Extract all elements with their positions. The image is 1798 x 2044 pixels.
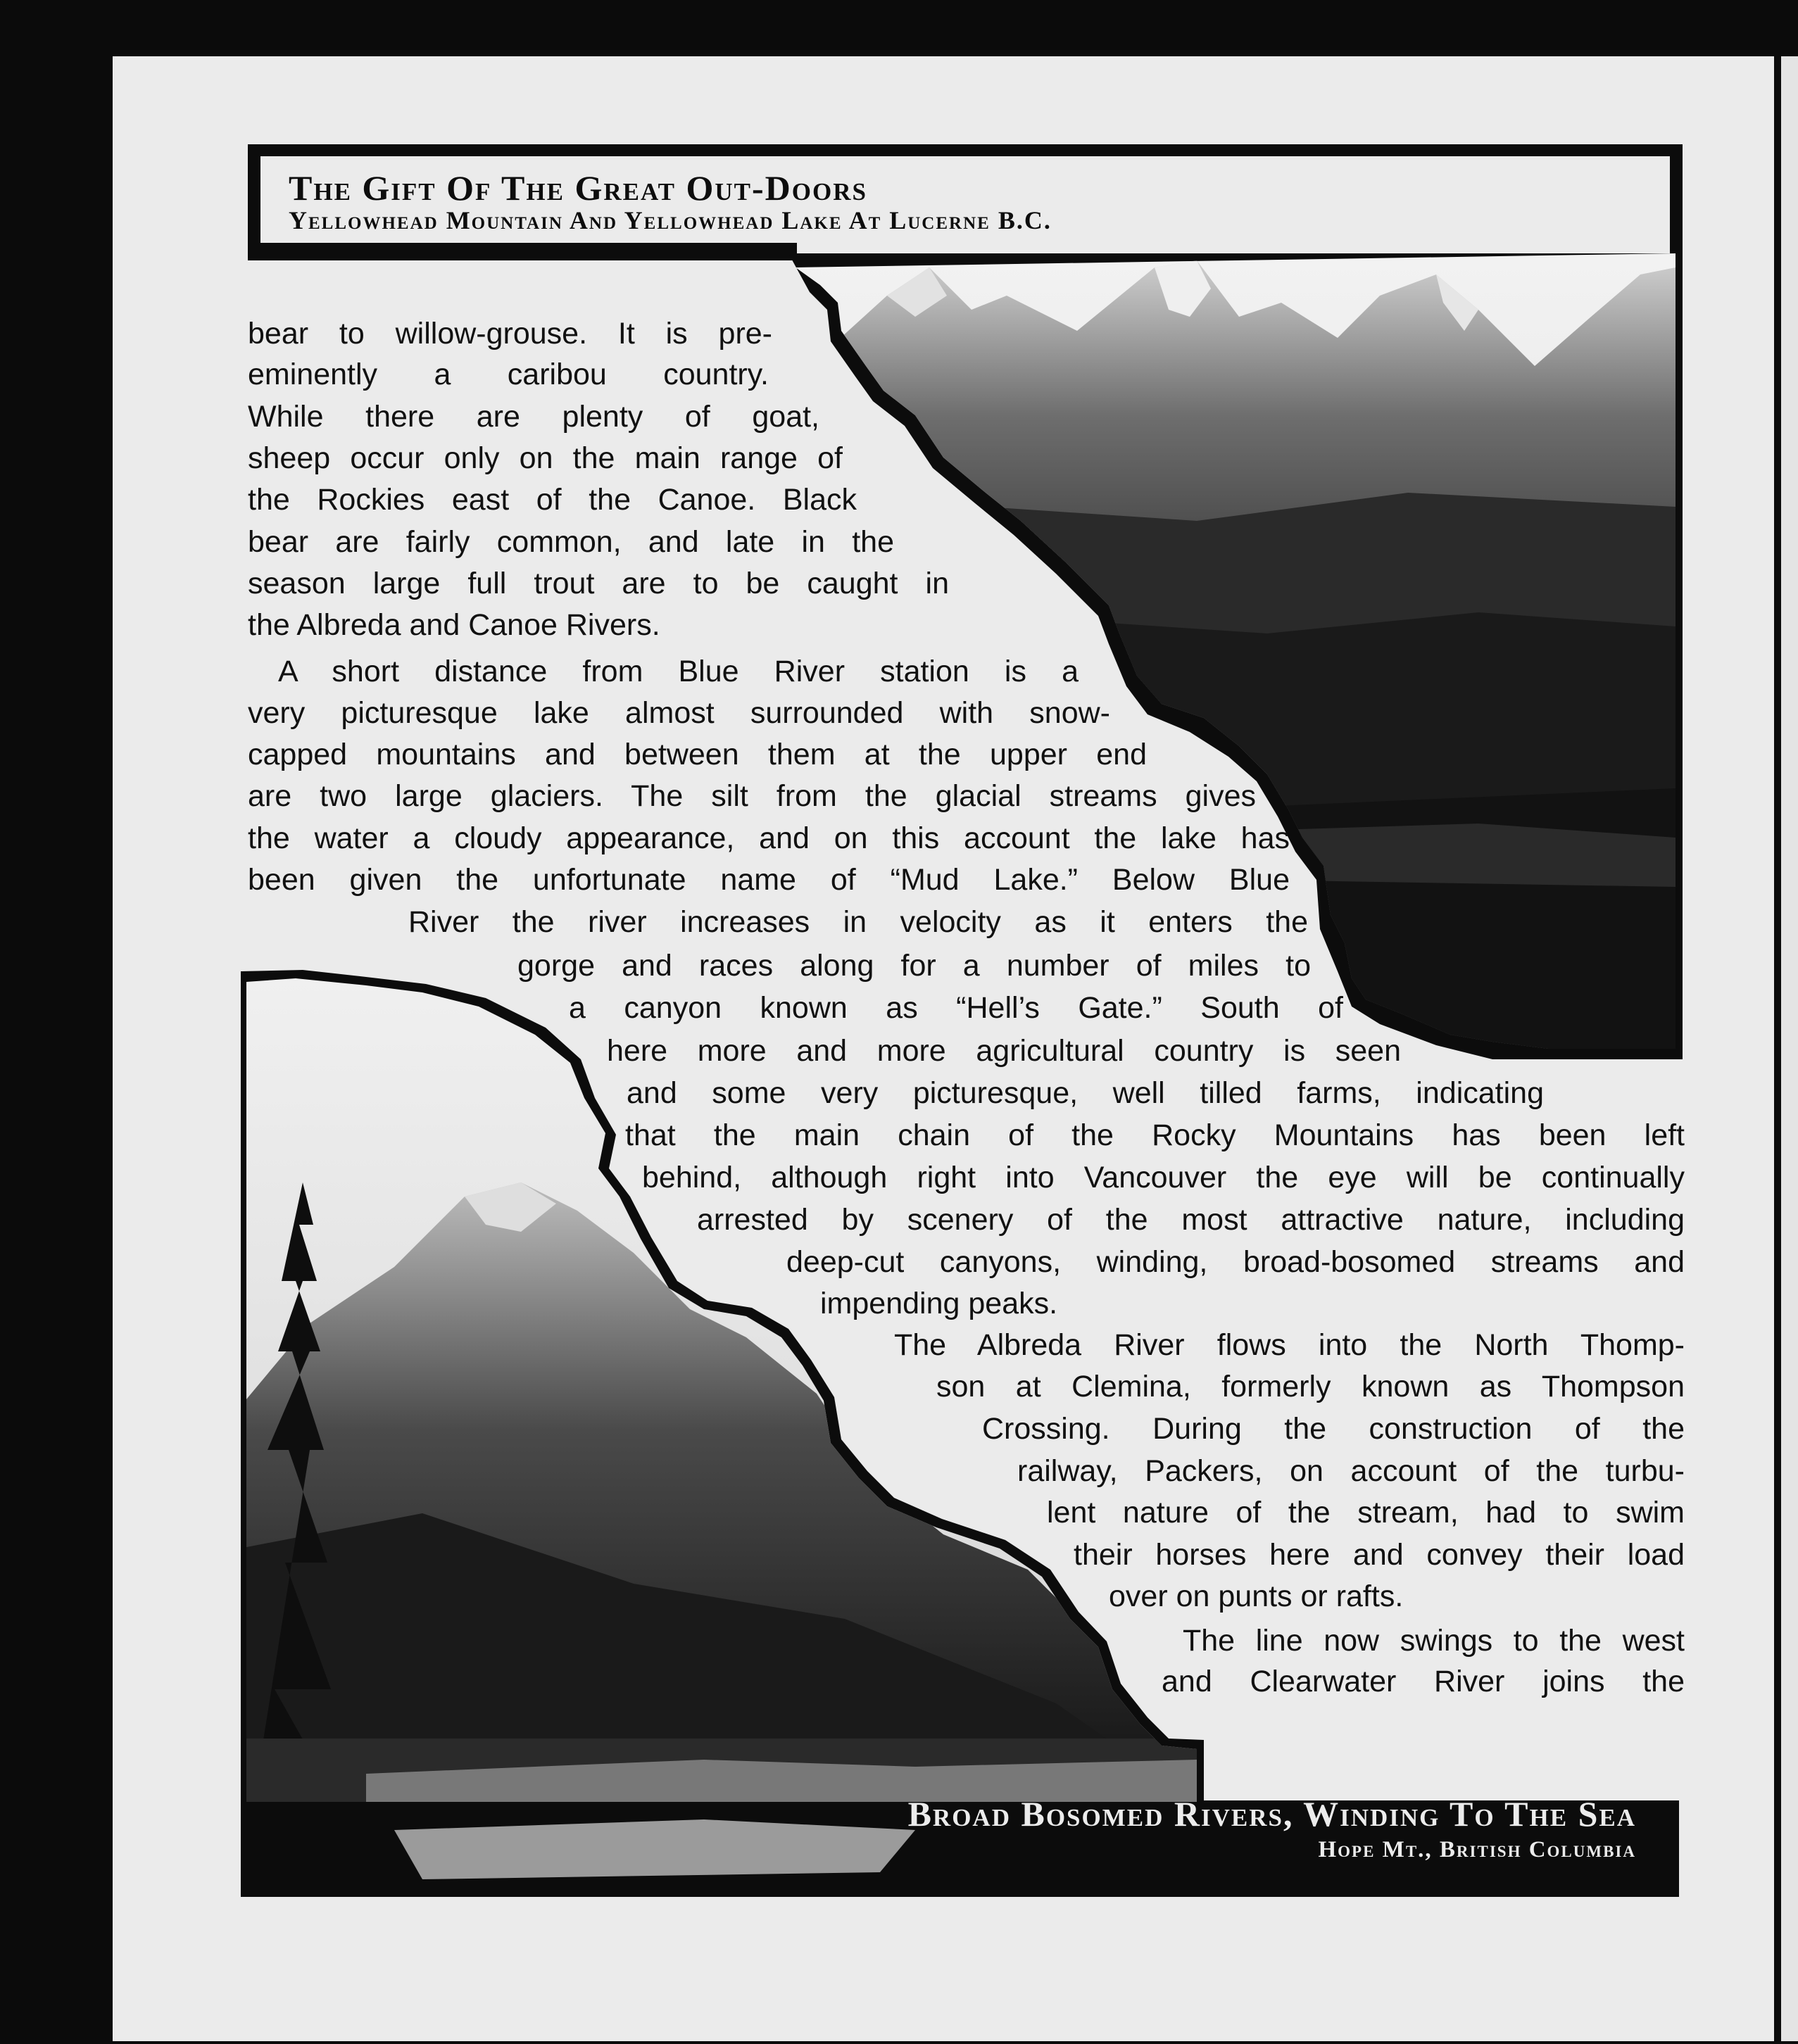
bottom-photo-subtitle: Hope Mt., British Columbia [1318, 1837, 1636, 1862]
text-line: a canyon known as “Hell’s Gate.” South of [569, 991, 1343, 1025]
text-line: railway, Packers, on account of the turbu- [1017, 1454, 1685, 1488]
text-line: The line now swings to the west [1183, 1624, 1685, 1658]
text-line: capped mountains and between them at the upper end [248, 738, 1147, 771]
text-line: here more and more agricultural country is seen [607, 1034, 1401, 1068]
text-line: While there are plenty of goat, [248, 400, 819, 434]
text-line: and some very picturesque, well tilled farms, indicating [627, 1076, 1544, 1110]
text-line: the Albreda and Canoe Rivers. [248, 608, 660, 642]
text-line: are two large glaciers. The silt from the glacial streams gives [248, 779, 1256, 813]
text-line: season large full trout are to be caught in [248, 567, 949, 600]
text-line: impending peaks. [820, 1287, 1058, 1320]
text-line: son at Clemina, formerly known as Thompson [936, 1370, 1685, 1403]
text-line: the Rockies east of the Canoe. Black [248, 483, 857, 517]
text-line: lent nature of the stream, had to swim [1047, 1496, 1685, 1529]
text-line: eminently a caribou country. [248, 358, 769, 391]
top-photo-title: The Gift Of The Great Out-Doors [289, 168, 867, 208]
text-line: Crossing. During the construction of the [982, 1412, 1685, 1446]
top-photo-subtitle: Yellowhead Mountain And Yellowhead Lake At Lucerne B.C. [289, 206, 1052, 234]
text-line: bear to willow-grouse. It is pre- [248, 317, 772, 351]
text-line: A short distance from Blue River station is a [278, 655, 1079, 688]
bottom-photo-title: Broad Bosomed Rivers, Winding To The Sea [907, 1794, 1636, 1834]
text-line: that the main chain of the Rocky Mountains has been left [625, 1118, 1685, 1152]
text-line: their horses here and convey their load [1074, 1538, 1685, 1572]
text-line: River the river increases in velocity as it enters the [408, 905, 1308, 939]
text-line: arrested by scenery of the most attractive nature, including [697, 1203, 1685, 1237]
text-line: bear are fairly common, and late in the [248, 525, 894, 559]
text-line: The Albreda River flows into the North Thomp- [894, 1328, 1685, 1362]
text-line: gorge and races along for a number of miles to [517, 949, 1311, 983]
text-line: deep-cut canyons, winding, broad-bosomed streams and [786, 1245, 1685, 1279]
text-line: behind, although right into Vancouver the eye will be continually [642, 1161, 1685, 1194]
text-line: been given the unfortunate name of “Mud Lake.” Below Blue [248, 863, 1290, 897]
text-line: and Clearwater River joins the [1162, 1665, 1685, 1698]
text-line: over on punts or rafts. [1109, 1579, 1404, 1613]
text-line: sheep occur only on the main range of [248, 441, 843, 475]
text-line: the water a cloudy appearance, and on this account the lake has [248, 821, 1290, 855]
text-line: very picturesque lake almost surrounded with snow- [248, 696, 1110, 730]
